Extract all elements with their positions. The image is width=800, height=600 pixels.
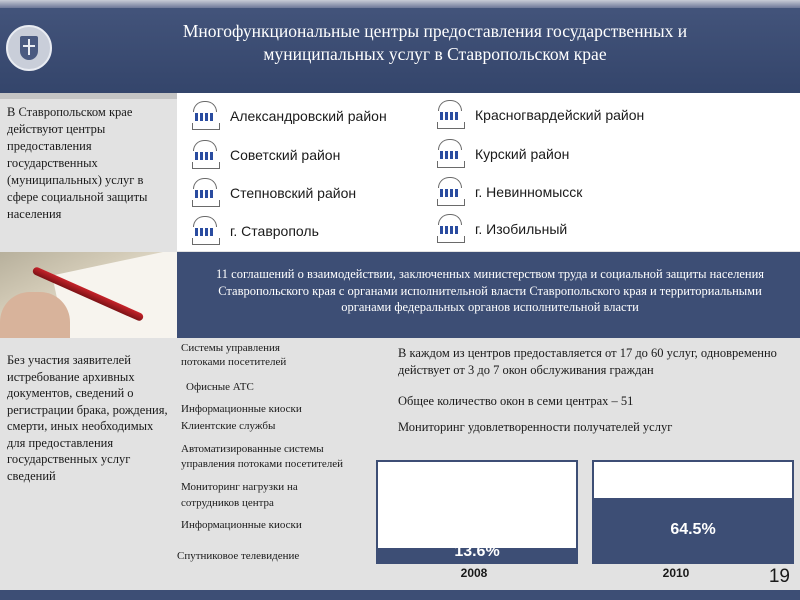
district-label: Советский район [230,147,341,163]
district-item [437,100,644,130]
gauge-2008 [376,460,578,564]
government-building-icon [437,139,463,169]
system-label: Информационные киоски [181,519,302,531]
district-label: г. Невинномысск [475,184,583,200]
district-item [192,178,356,208]
system-label: Мониторинг нагрузки на [181,481,298,493]
windows-info: Общее количество окон в семи центрах – 51 [398,394,634,408]
system-label: Спутниковое телевидение [177,550,300,562]
gauge-value-label: 13.6% [454,543,500,560]
district-item [437,177,582,207]
pen-and-paper-photo [0,252,177,338]
system-label: Офисные АТС [186,381,254,393]
government-building-icon [437,214,463,244]
government-building-icon [192,178,218,208]
government-building-icon [437,177,463,207]
government-building-icon [192,140,218,170]
regional-emblem-icon [6,25,52,71]
system-label: Клиентские службы [181,420,276,432]
system-label: сотрудников центра [181,497,274,509]
footer-bar [0,590,800,600]
page-title-line-2: муниципальных услуг в Ставропольском крае [263,44,607,64]
intro-text: В Ставропольском крае действуют центры предоставления государственных (муниципальных) услуг в сфере социальной защиты населения [7,105,148,221]
district-item [192,140,340,170]
agreements-text: 11 соглашений о взаимодействии, заключенных министерством труда и социальной защиты населения Ставропольского края с органами исполнительной власти Ставропольского края и территориальными органами федеральных органов исполнительной власти [215,267,765,314]
district-label: г. Изобильный [475,221,568,237]
system-label: Системы управления [181,342,280,354]
district-label: Александровский район [230,108,387,124]
system-label: Информационные киоски [181,403,302,415]
district-item [192,101,387,131]
header-gloss-strip [0,0,800,8]
page-title-line-1: Многофункциональные центры предоставления государственных и [182,21,688,41]
no-visit-note: Без участия заявителей истребование архивных документов, сведений о регистрации брака, рождения, смерти, иных необходимых для предоставления государственных услуг сведений [7,353,168,483]
district-item [437,139,569,169]
government-building-icon [192,216,218,246]
monitoring-info: Мониторинг удовлетворенности получателей услуг [398,420,673,434]
district-label: Красногвардейский район [475,107,645,123]
system-label: Автоматизированные системы [181,443,324,455]
page-number: 19 [768,566,790,587]
district-label: Курский район [475,146,570,162]
government-building-icon [192,101,218,131]
district-item [192,216,319,246]
gauge-year-label: 2008 [460,566,488,580]
services-info: В каждом из центров предоставляется от 17 до 60 услуг, одновременно действует от 3 до 7 окон обслуживания граждан [398,346,777,377]
system-label: управления потоками посетителей [181,458,344,470]
district-label: г. Ставрополь [230,223,319,239]
district-item [437,214,567,244]
page-title [110,20,760,66]
government-building-icon [437,100,463,130]
gauge-year-label: 2010 [662,566,690,580]
system-label: потоками посетителей [181,356,287,368]
district-label: Степновский район [230,185,357,201]
gauge-2010 [592,460,794,564]
gauge-value-label: 64.5% [670,520,716,538]
